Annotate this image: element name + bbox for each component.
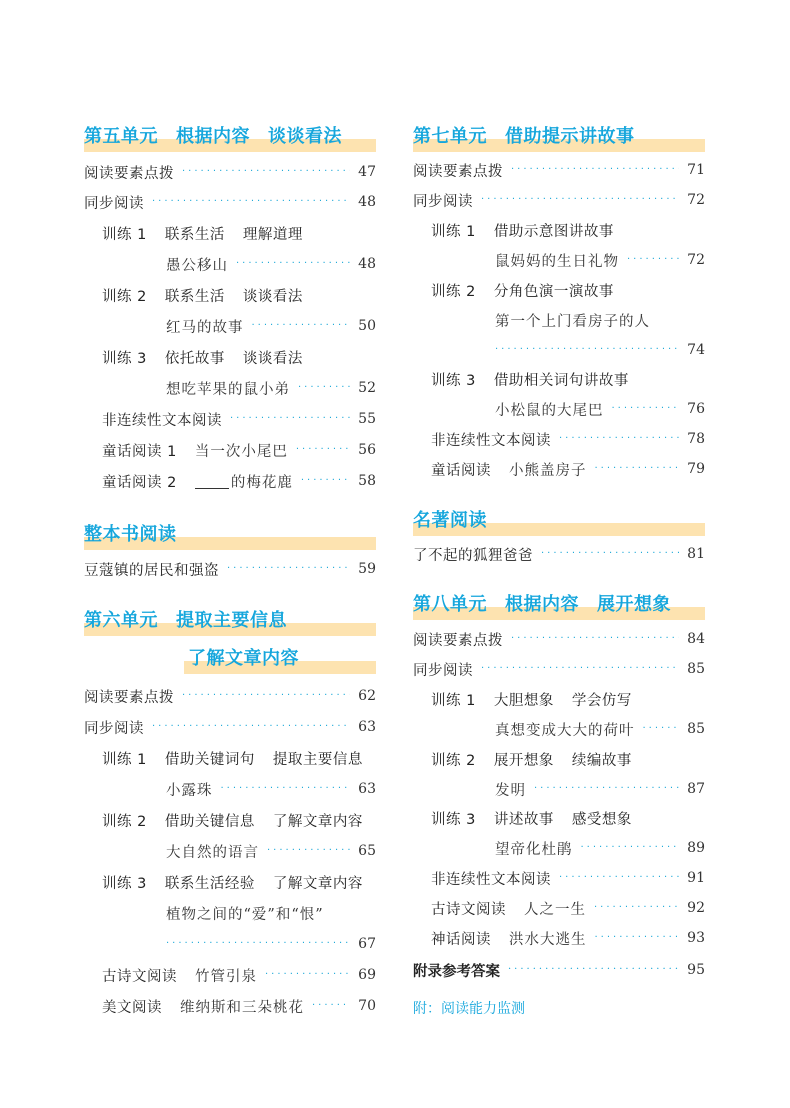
toc-entry[interactable] (84, 993, 376, 1019)
entry-label: 童话阅读 1 (102, 443, 177, 460)
entry-label: 童话阅读 2 (102, 474, 177, 491)
story-title: 洪水大逃生 (509, 931, 587, 948)
page-number: 48 (358, 256, 376, 272)
dot-leader (595, 925, 680, 951)
toc-entry[interactable] (413, 716, 705, 742)
training-label: 训练 3 (102, 350, 147, 367)
classics-heading (413, 502, 705, 536)
dot-leader (301, 468, 350, 494)
toc-entry[interactable] (84, 437, 376, 463)
training-title2: 谈谈看法 (242, 288, 303, 305)
story-title: 竹管引泉 (195, 968, 257, 985)
story-title: 望帝化杜鹃 (495, 841, 573, 858)
story-title: 第一个上门看房子的人 (495, 313, 650, 330)
entry-label: 非连续性文本阅读 (431, 432, 551, 449)
page-number: 74 (687, 342, 705, 358)
entry-label: 同步阅读 (84, 720, 144, 737)
training-label: 训练 3 (431, 372, 476, 389)
unit8-heading (413, 586, 705, 620)
dot-leader (508, 957, 679, 983)
training-heading (413, 746, 705, 772)
training-heading (413, 366, 705, 392)
story-title: 人之一生 (524, 901, 586, 918)
unit7-title: 第七单元 (413, 126, 487, 147)
toc-entry[interactable] (413, 835, 705, 861)
story-title: 维纳斯和三朵桃花 (180, 999, 304, 1016)
unit5-heading (84, 118, 376, 152)
toc-entry[interactable] (84, 776, 376, 802)
toc-entry[interactable] (84, 962, 376, 988)
dot-leader (627, 247, 679, 273)
training-label: 训练 1 (431, 223, 476, 240)
dot-leader (267, 838, 350, 864)
training-title: 联系生活经验 (164, 875, 255, 892)
toc-entry[interactable] (84, 375, 376, 401)
training-title: 借助关键词句 (164, 751, 255, 768)
story-title: 植物之间的“爱”和“恨” (166, 906, 324, 923)
training-heading (84, 344, 376, 370)
story-title: 想吃苹果的鼠小弟 (166, 381, 290, 398)
training-heading (413, 277, 705, 303)
training-title: 依托故事 (164, 350, 225, 367)
training-heading (84, 282, 376, 308)
dot-leader (612, 396, 680, 422)
appendix-entry[interactable] (413, 957, 705, 983)
dot-leader (594, 895, 679, 921)
dot-leader (221, 776, 351, 802)
training-title2: 学会仿写 (571, 692, 632, 709)
page-number: 89 (687, 840, 705, 856)
entry-label: 非连续性文本阅读 (431, 871, 551, 888)
dot-leader (559, 865, 679, 891)
page-number: 48 (358, 194, 376, 210)
unit6-subtitle: 提取主要信息 (176, 610, 287, 631)
story-title: 小熊盖房子 (509, 462, 587, 479)
fill-in-blank (195, 474, 229, 489)
training-title: 联系生活 (164, 226, 225, 243)
appendix-label: 附录 (413, 962, 442, 980)
page-number: 63 (358, 719, 376, 735)
toc-entry[interactable] (84, 556, 376, 582)
toc-entry-title[interactable] (413, 307, 705, 333)
entry-label: 同步阅读 (413, 193, 473, 210)
page-number: 95 (687, 962, 705, 978)
unit5-title: 第五单元 (84, 126, 158, 147)
dot-leader (559, 426, 679, 452)
page-number: 87 (687, 781, 705, 797)
dot-leader (534, 776, 679, 802)
training-heading (84, 745, 376, 771)
page-number: 50 (358, 318, 376, 334)
page-number: 85 (687, 661, 705, 677)
dot-leader (265, 962, 350, 988)
page-number: 55 (358, 411, 376, 427)
entry-label: 了不起的狐狸爸爸 (413, 547, 533, 564)
training-title: 借助相关词句讲故事 (493, 372, 629, 389)
unit8-subtitle: 根据内容 (505, 594, 579, 615)
page-number: 59 (358, 561, 376, 577)
dot-leader (152, 189, 350, 215)
toc-entry[interactable] (84, 251, 376, 277)
entry-label: 阅读要素点拨 (84, 689, 174, 706)
training-label: 训练 3 (102, 875, 147, 892)
unit6-subtitle2: 了解文章内容 (188, 648, 299, 669)
training-title: 借助示意图讲故事 (493, 223, 614, 240)
training-label: 训练 1 (431, 692, 476, 709)
training-label: 训练 1 (102, 226, 147, 243)
training-heading (84, 220, 376, 246)
unit8-subtitle2: 展开想象 (597, 594, 671, 615)
training-title2: 感受想象 (571, 811, 632, 828)
whole-book-heading (84, 516, 376, 550)
story-title: 小露珠 (166, 782, 213, 799)
entry-label: 同步阅读 (84, 195, 144, 212)
page-number: 84 (687, 631, 705, 647)
training-title: 联系生活 (164, 288, 225, 305)
page-number: 67 (358, 936, 376, 952)
training-title2: 提取主要信息 (272, 751, 363, 768)
training-label: 训练 2 (102, 288, 147, 305)
page-number: 69 (358, 967, 376, 983)
classics-title: 名著阅读 (413, 510, 487, 531)
dot-leader (511, 157, 679, 183)
dot-leader (541, 541, 679, 567)
dot-leader (298, 375, 350, 401)
appendix-label2: 参考答案 (442, 962, 500, 980)
dot-leader (236, 251, 350, 277)
training-label: 训练 2 (102, 813, 147, 830)
dot-leader (152, 714, 350, 740)
entry-label: 豆蔻镇的居民和强盗 (84, 562, 219, 579)
training-heading (84, 869, 376, 895)
toc-entry-title[interactable] (84, 900, 376, 926)
training-label: 训练 3 (431, 811, 476, 828)
dot-leader (312, 993, 350, 1019)
page-number: 85 (687, 721, 705, 737)
page-number: 62 (358, 688, 376, 704)
whole-book-title: 整本书阅读 (84, 524, 177, 545)
toc-entry[interactable] (413, 626, 705, 652)
page-number: 56 (358, 442, 376, 458)
dot-leader (643, 716, 680, 742)
toc-entry-continuation[interactable] (413, 337, 705, 363)
dot-leader (296, 437, 350, 463)
story-title: 当一次小尾巴 (194, 443, 288, 460)
page-number: 47 (358, 164, 376, 180)
entry-label: 同步阅读 (413, 662, 473, 679)
unit7-subtitle: 借助提示讲故事 (505, 126, 635, 147)
page-number: 58 (358, 473, 376, 489)
unit5-subtitle: 根据内容 (176, 126, 250, 147)
entry-label: 古诗文阅读 (102, 968, 177, 985)
dot-leader (481, 187, 679, 213)
toc-entry[interactable] (413, 895, 705, 921)
dot-leader (511, 626, 679, 652)
training-heading (413, 686, 705, 712)
training-heading (84, 807, 376, 833)
training-title: 讲述故事 (493, 811, 554, 828)
toc-entry[interactable] (84, 313, 376, 339)
footer-note[interactable]: 附：阅读能力监测 (413, 1001, 525, 1017)
dot-leader (166, 931, 350, 957)
toc-entry-continuation[interactable] (84, 931, 376, 957)
toc-entry[interactable] (84, 683, 376, 709)
dot-leader (252, 313, 351, 339)
story-title: 小松鼠的大尾巴 (495, 402, 604, 419)
toc-entry[interactable] (413, 541, 705, 567)
page-number: 72 (687, 192, 705, 208)
training-title2: 了解文章内容 (272, 813, 363, 830)
page-number: 65 (358, 843, 376, 859)
dot-leader (581, 835, 680, 861)
entry-label: 阅读要素点拨 (413, 632, 503, 649)
entry-label: 美文阅读 (102, 999, 162, 1016)
toc-entry[interactable] (413, 456, 705, 482)
page-number: 92 (687, 900, 705, 916)
training-title: 大胆想象 (493, 692, 554, 709)
unit7-heading (413, 118, 705, 152)
dot-leader (227, 556, 350, 582)
page-number: 70 (358, 998, 376, 1014)
unit5-subtitle2: 谈谈看法 (268, 126, 342, 147)
page-number: 79 (687, 461, 705, 477)
training-title2: 谈谈看法 (242, 350, 303, 367)
training-title2: 了解文章内容 (272, 875, 363, 892)
toc-entry[interactable] (84, 838, 376, 864)
training-label: 训练 1 (102, 751, 147, 768)
training-label: 训练 2 (431, 752, 476, 769)
training-title: 展开想象 (493, 752, 554, 769)
entry-label: 童话阅读 (431, 462, 491, 479)
training-title: 借助关键信息 (164, 813, 255, 830)
training-heading (413, 217, 705, 243)
page-number: 52 (358, 380, 376, 396)
entry-label: 阅读要素点拨 (413, 163, 503, 180)
toc-entry[interactable] (413, 396, 705, 422)
training-title2: 续编故事 (571, 752, 632, 769)
toc-entry[interactable] (413, 656, 705, 682)
toc-entry[interactable] (84, 189, 376, 215)
story-title: 的梅花鹿 (230, 474, 293, 491)
dot-leader (230, 406, 350, 432)
story-title: 红马的故事 (166, 319, 244, 336)
dot-leader (595, 456, 680, 482)
entry-label: 非连续性文本阅读 (102, 412, 222, 429)
page-number: 81 (687, 546, 705, 562)
story-title: 鼠妈妈的生日礼物 (495, 253, 619, 270)
dot-leader (481, 656, 679, 682)
toc-entry[interactable] (84, 406, 376, 432)
page-number: 71 (687, 162, 705, 178)
page-number: 76 (687, 401, 705, 417)
toc-entry[interactable] (413, 157, 705, 183)
unit6-heading-line2 (84, 640, 376, 674)
story-title: 大自然的语言 (166, 844, 259, 861)
training-title2: 理解道理 (242, 226, 303, 243)
page-number: 78 (687, 431, 705, 447)
story-title: 真想变成大大的荷叶 (495, 722, 635, 739)
story-title: 发明 (495, 782, 526, 799)
toc-entry[interactable] (84, 159, 376, 185)
page-number: 72 (687, 252, 705, 268)
dot-leader (495, 337, 679, 363)
page-number: 91 (687, 870, 705, 886)
toc-entry[interactable] (84, 468, 376, 494)
dot-leader (182, 159, 350, 185)
unit6-heading (84, 602, 376, 636)
toc-entry[interactable] (413, 925, 705, 951)
training-heading (413, 805, 705, 831)
page-number: 63 (358, 781, 376, 797)
page-number: 93 (687, 930, 705, 946)
story-title: 愚公移山 (166, 257, 228, 274)
training-label: 训练 2 (431, 283, 476, 300)
toc-entry[interactable] (413, 776, 705, 802)
toc-entry[interactable] (413, 865, 705, 891)
entry-label: 阅读要素点拨 (84, 165, 174, 182)
entry-label: 古诗文阅读 (431, 901, 506, 918)
training-title: 分角色演一演故事 (493, 283, 614, 300)
unit6-title: 第六单元 (84, 610, 158, 631)
dot-leader (182, 683, 350, 709)
toc-entry[interactable] (413, 187, 705, 213)
toc-entry[interactable] (84, 714, 376, 740)
toc-entry[interactable] (413, 426, 705, 452)
entry-label: 神话阅读 (431, 931, 491, 948)
toc-entry[interactable] (413, 247, 705, 273)
unit8-title: 第八单元 (413, 594, 487, 615)
